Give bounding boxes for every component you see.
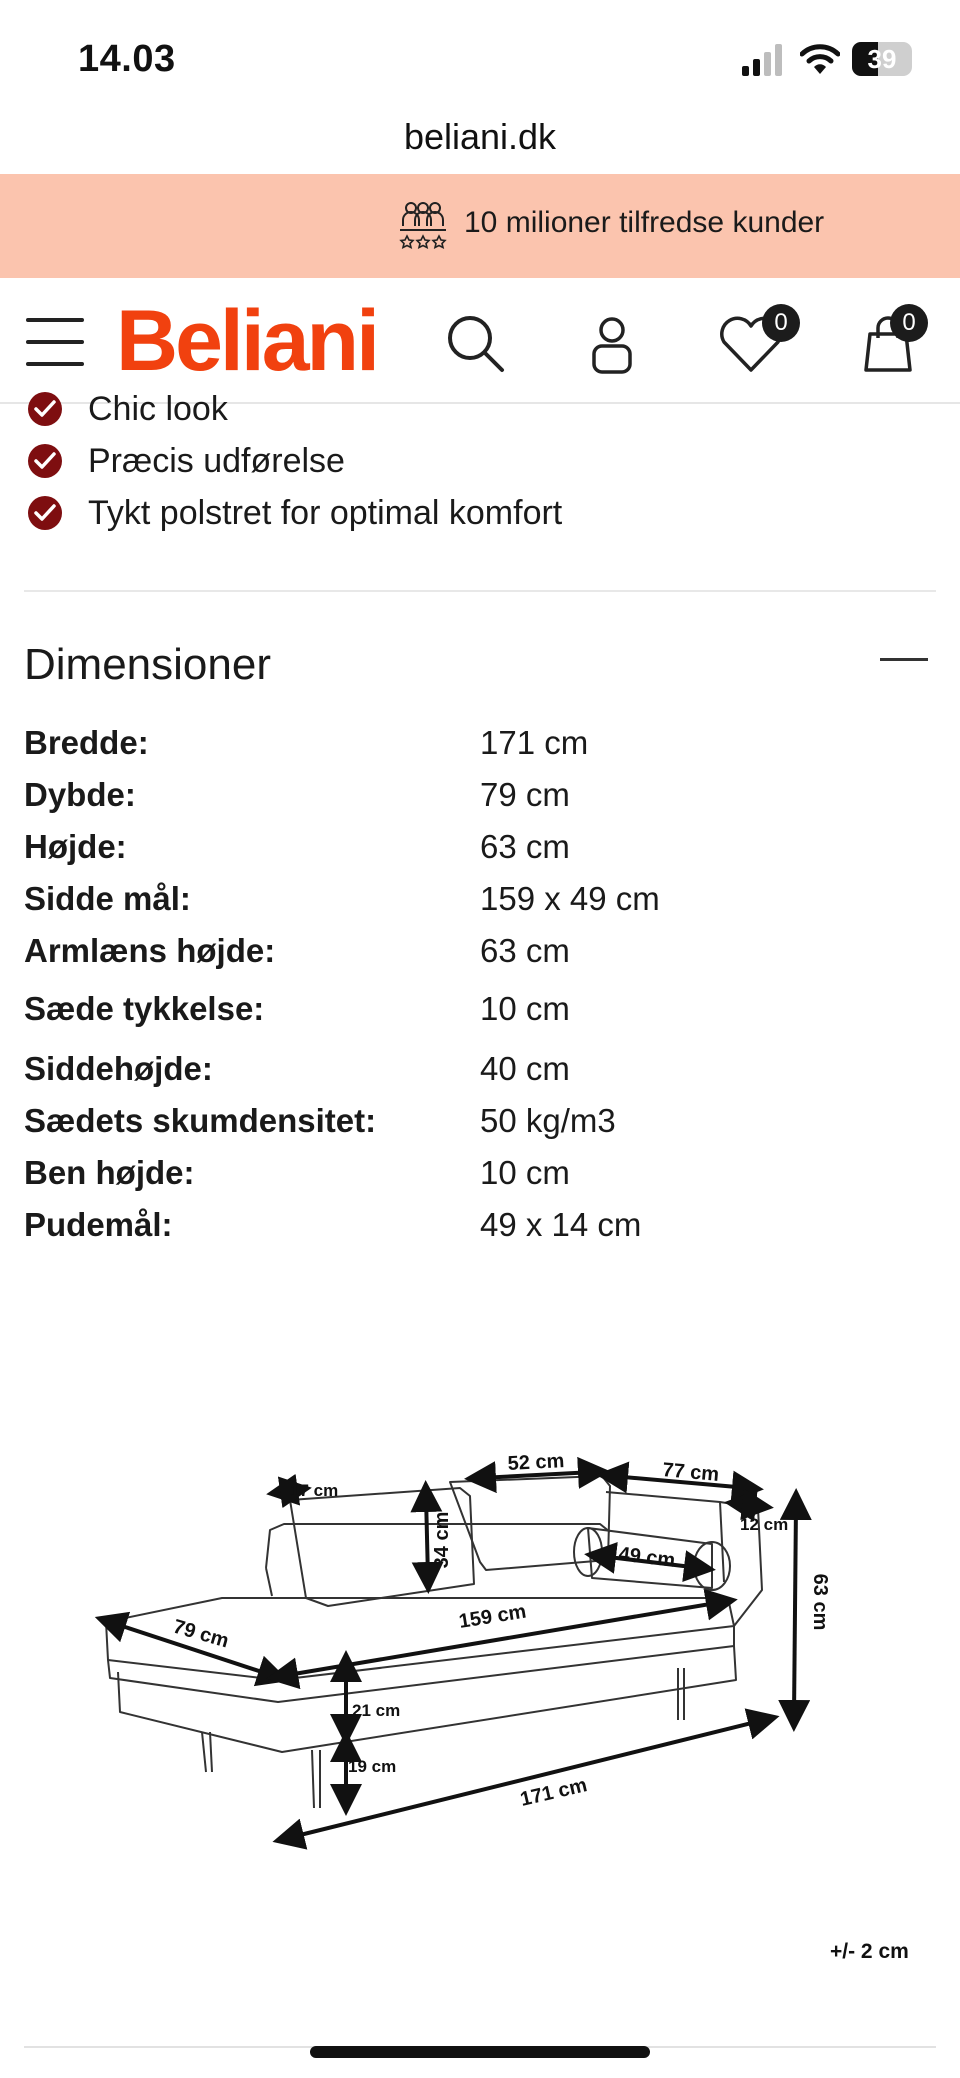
dimension-row [24, 1206, 924, 1258]
dimension-label: Pudemål: [24, 1206, 173, 1243]
dimension-row [24, 880, 924, 932]
wifi-icon [800, 42, 840, 76]
battery-icon [852, 42, 912, 76]
dimension-row [24, 1102, 924, 1154]
cellular-signal-icon [742, 44, 786, 76]
chaise-longue-drawing [0, 1420, 960, 1860]
battery-level: 39 [867, 44, 897, 74]
home-indicator[interactable] [310, 2046, 650, 2058]
feature-text: Chic look [88, 390, 228, 428]
dimension-value: 79 cm [480, 776, 570, 813]
search-icon[interactable] [444, 312, 508, 376]
feature-item [24, 384, 924, 436]
dimension-label: Armlæns højde: [24, 932, 276, 969]
wishlist-count-badge: 0 [762, 304, 800, 342]
dimension-row [24, 724, 924, 776]
dimension-label: Sidde mål: [24, 880, 191, 917]
dimension-label: Sæde tykkelse: [24, 990, 265, 1027]
status-bar [0, 0, 960, 100]
label-depth: 79 cm [170, 1615, 232, 1653]
label-cushion-width: 52 cm [507, 1450, 565, 1475]
label-bolster-length: 49 cm [617, 1543, 677, 1572]
dimension-row [24, 1154, 924, 1206]
dimension-row [24, 990, 924, 1042]
dimension-label: Bredde: [24, 724, 149, 761]
label-seat-width: 159 cm [457, 1600, 528, 1633]
dimension-row [24, 932, 924, 984]
dimension-row [24, 776, 924, 828]
check-icon [28, 496, 62, 530]
section-divider [24, 590, 936, 592]
dimension-value: 171 cm [480, 724, 589, 761]
customers-icon [396, 200, 450, 252]
feature-list [24, 384, 924, 540]
dimension-diagram [0, 1420, 960, 1860]
dimension-value: 159 x 49 cm [480, 880, 660, 917]
feature-item [24, 436, 924, 488]
url-bar[interactable] [0, 100, 960, 174]
label-cushion-thickness: 17 cm [290, 1481, 339, 1500]
dimension-value: 50 kg/m3 [480, 1102, 616, 1139]
menu-icon[interactable] [26, 318, 84, 366]
collapse-icon[interactable] [880, 658, 928, 661]
account-icon[interactable] [580, 312, 644, 376]
dimension-value: 63 cm [480, 932, 570, 969]
dimension-value: 10 cm [480, 990, 570, 1027]
promo-banner [0, 174, 960, 278]
label-leg-height: 19 cm [348, 1757, 397, 1776]
check-icon [28, 444, 62, 478]
dimension-label: Siddehøjde: [24, 1050, 213, 1087]
dimension-label: Dybde: [24, 776, 136, 813]
dimension-row [24, 828, 924, 880]
dimensions-title[interactable]: Dimensioner [24, 640, 271, 689]
dimension-row [24, 1050, 924, 1102]
label-armrest-depth: 77 cm [661, 1459, 720, 1486]
dimension-value: 49 x 14 cm [480, 1206, 642, 1243]
label-cushion-height: 34 cm [431, 1511, 453, 1569]
feature-text: Tykt polstret for optimal komfort [88, 494, 563, 532]
feature-item [24, 488, 924, 540]
dimension-label: Sædets skumdensitet: [24, 1102, 377, 1139]
url-domain: beliani.dk [403, 116, 557, 157]
feature-text: Præcis udførelse [88, 442, 345, 480]
status-time: 14.03 [78, 38, 176, 80]
dimension-value: 10 cm [480, 1154, 570, 1191]
dimension-value: 40 cm [480, 1050, 570, 1087]
label-armrest-width: 12 cm [740, 1515, 789, 1534]
tolerance-note: +/- 2 cm [830, 1940, 909, 1963]
dimension-value: 63 cm [480, 828, 570, 865]
dimension-label: Højde: [24, 828, 127, 865]
dimension-label: Ben højde: [24, 1154, 195, 1191]
label-seat-height: 21 cm [352, 1701, 401, 1720]
check-icon [28, 392, 62, 426]
cart-count-badge: 0 [890, 304, 928, 342]
promo-text: 10 milioner tilfredse kunder [464, 206, 825, 239]
label-total-height: 63 cm [809, 1573, 831, 1631]
beliani-logo[interactable]: Beliani [116, 293, 377, 389]
label-total-width: 171 cm [518, 1774, 590, 1811]
